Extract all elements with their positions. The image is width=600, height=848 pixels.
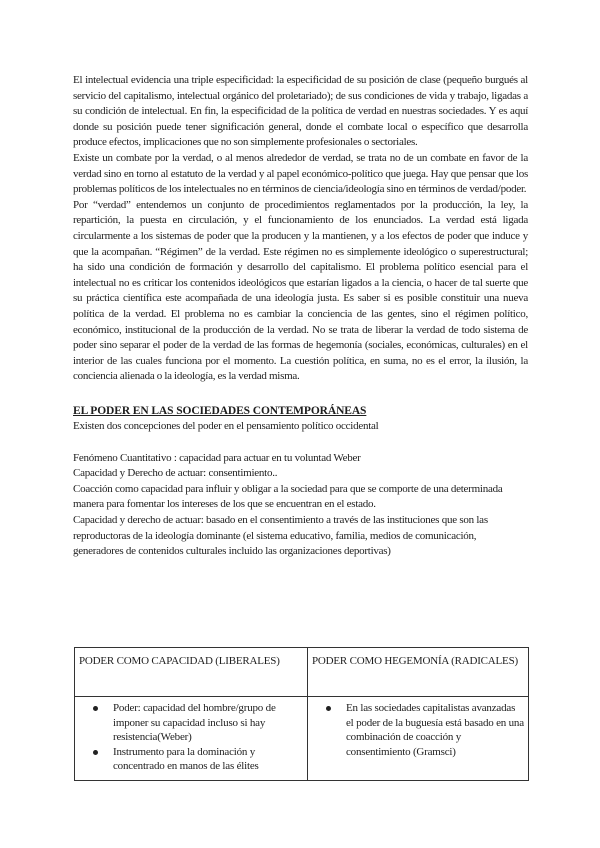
section-intro: Existen dos concepciones del poder en el pensamiento político occidental [73,420,379,433]
bullet-list-capacity [79,701,303,774]
line-consent: Capacidad y Derecho de actuar: consentimiento.. [73,467,278,480]
bullet-text: En las sociedades capitalistas avanzadas el poder de la buguesía está basado en una combinación de coacción y consentimiento (Gramsci) [346,702,524,758]
line-institutions: Capacidad y derecho de actuar: basado en el consentimiento a través de las instituciones que son las reproductoras de la ideología dominante (el sistema educativo, familia, medios de comunicación, generadores de contenidos culturales incluido las organizaciones deportivas) [73,514,488,558]
list-item [113,745,303,774]
cell-hegemony-bullets [308,697,529,781]
header-hegemony: PODER COMO HEGEMONÍA (RADICALES) [308,648,529,697]
header-capacity: PODER COMO CAPACIDAD (LIBERALES) [75,648,308,697]
power-comparison-table [74,647,529,781]
bullet-text: Instrumento para la dominación y concentrado en manos de las élites [113,745,259,772]
document-page [73,73,528,560]
cell-capacity-bullets [75,697,308,781]
table-row [75,697,529,781]
bullet-icon [93,750,98,755]
list-item [346,701,524,759]
bullet-icon [93,706,98,711]
line-coercion: Coacción como capacidad para influir y obligar a la sociedad para que se comporte de una determinada manera para fomentar los intereses de los que se encuentran en el estado. [73,482,503,511]
section-heading: EL PODER EN LAS SOCIEDADES CONTEMPORÁNEAS [73,404,367,417]
paragraph-combat-truth: Existe un combate por la verdad, o al menos alrededor de verdad, se trata no de un combate en favor de la verdad sino en torno al estatuto de la verdad y al papel económico-político que juega. Hay que pensar que los problemas políticos de los intelectuales no en términos de ciencia/ideología sino en términos de verdad/poder. [73,151,528,196]
bullet-icon [326,706,331,711]
list-item [113,701,303,745]
table-header-row [75,648,529,697]
bullet-list-hegemony [312,701,524,759]
paragraph-intellectual: El intelectual evidencia una triple especificidad: la especificidad de su posición de clase (pequeño burgués al servicio del capitalismo, intelectual orgánico del proletariado); de sus condiciones de vida y trabajo, ligadas a su condición de intelectual. En fin, la especificidad de la política de verdad en nuestras sociedades. Y es aquí donde su posición puede tener significación general, donde el combate local o específico que desarrolla produce efectos, implicaciones que no son simplemente profesionales o sectoriales. [73,74,528,149]
bullet-text: Poder: capacidad del hombre/grupo de imponer su capacidad incluso si hay resistencia(Weber) [113,702,276,743]
spacer [73,435,528,451]
line-quantitative: Fenómeno Cuantitativo : capacidad para actuar en tu voluntad Weber [73,451,361,464]
paragraph-truth-definition: Por “verdad” entendemos un conjunto de procedimientos reglamentados por la producción, la ley, la repartición, la puesta en circulación, y el funcionamiento de los enunciados. La verdad está ligada circularmente a los sistemas de poder que la producen y la mantienen, y a los efectos de poder que induce y que la acompañan. “Régimen” de la verdad. Este régimen no es simplemente ideológico o superestructural; ha sido una condición de formación y desarrollo del capitalismo. El problema político esencial para el intelectual no es criticar los contenidos ideológicos que estarían ligados a la ciencia, o hacer de tal suerte que su práctica científica este acompañada de una ideología justa. Es saber si es posible constituir una nueva política de la verdad. El problema no es cambiar la conciencia de las gentes, sino el régimen político, económico, institucional de la producción de la verdad. No se trata de liberar la verdad de todo sistema de poder sino separar el poder de la verdad de las formas de hegemonía (sociales, económicas, culturales) en el interior de las cuales funciona por el momento. La cuestión política, en suma, no es el error, la ilusión, la conciencia alienada o la ideología, es la verdad misma. [73,198,528,383]
